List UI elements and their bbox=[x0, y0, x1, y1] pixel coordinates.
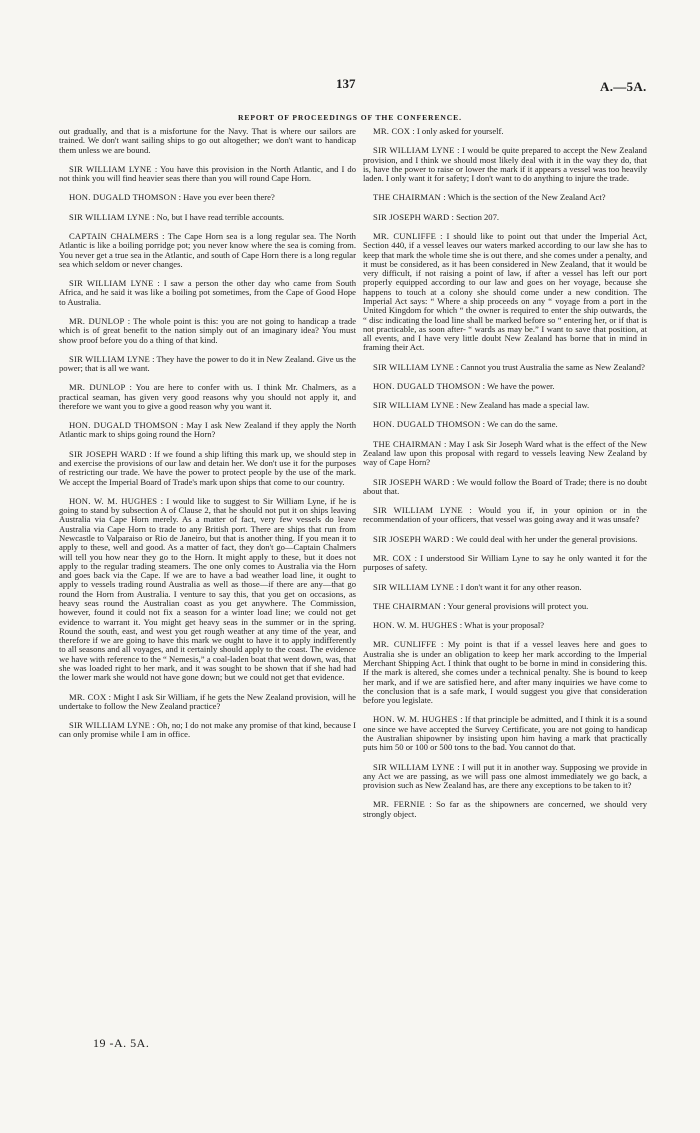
speech-text: : You are here to confer with us. I think Mr. Chalmers, as a practical seaman, has given very good reasons why you should not apply it, and therefore we want you to give a good reason why you want it. bbox=[59, 382, 356, 411]
page-reference: A.—5A. bbox=[600, 79, 647, 94]
speech-paragraph bbox=[59, 693, 356, 712]
speech-paragraph bbox=[363, 715, 647, 752]
speech-text: : Would you if, in your opinion or in the recommendation of your officers, that vessel was going away and it was unsafe? bbox=[363, 505, 647, 525]
speech-paragraph bbox=[363, 506, 647, 525]
speech-paragraph bbox=[363, 420, 647, 429]
speech-text: : The whole point is this: you are not going to handicap a trade which is of great benefit to the nation simply out of an imaginary idea? You must show proof before you do a thing of that kind. bbox=[59, 315, 357, 345]
speech-paragraph bbox=[363, 800, 647, 819]
speaker-name: MR. DUNLOP bbox=[69, 315, 125, 326]
speech-text: : Which is the section of the New Zealand Act? bbox=[443, 192, 606, 203]
page-number: 137 bbox=[336, 76, 356, 91]
speaker-name: SIR WILLIAM LYNE bbox=[373, 581, 454, 592]
speech-text: : Oh, no; I do not make any promise of that kind, because I can only promise while I am in office. bbox=[59, 720, 356, 740]
speech-paragraph bbox=[59, 383, 356, 411]
speech-text: : I saw a person the other day who came from South Africa, and he said it was like a boiling pot sometimes, from the Cape of Good Hope to Australia. bbox=[59, 278, 356, 307]
speaker-name: SIR JOSEPH WARD bbox=[373, 533, 450, 544]
speaker-name: SIR JOSEPH WARD bbox=[373, 476, 450, 487]
speech-paragraph bbox=[363, 146, 647, 183]
speech-text: : May I ask Sir Joseph Ward what is the effect of the New Zealand law upon this proposal with regard to vessels leaving New Zealand by way of Cape Horn? bbox=[363, 438, 648, 468]
printer-signature: 19 -A. 5A. bbox=[93, 1036, 150, 1050]
speech-paragraph bbox=[363, 478, 647, 497]
speech-paragraph bbox=[59, 127, 356, 155]
speech-text: : No, but I have read terrible accounts. bbox=[152, 211, 285, 222]
speech-text: : I would like to suggest to Sir William Lyne, if he is going to stand by subsection A of Clause 2, that he should not put it on ships leaving Australia via Cape Horn merely. As a matter of fact, very few vessels do leave Australia via Cape Horn to trade to any British port. There are ships that run from Newcastle to Valparaiso or Rio de Janeiro, but that is another thing. If you mean it to apply to these, well and good. As a matter of fact, they don't go—Captain Chalmers will tell you how near they go to the Horn. It might apply to these, but it does not apply to the regular trading steamers. The one only comes to Australia via the Horn and goes back via the Cape. If we are to have a bad weather load line, it ought to apply to vessels trading round Australia as well as those—if there are any—that go round the Horn from Australia. I venture to say this, that you get on occasions, as heavy seas round the Australian coast as you get anywhere. The Commission, however, found it could not fix a season for a winter load line; we could not get evidence to warrant it. You might get heavy seas in the summer or in the spring. Round the south, east, and west you get rough weather at any time of the year, and therefore if we are going to have this mark we ought to have it to apply indifferently to all seasons and all voyages, and it certainly should apply to the coast. The evidence we have with reference to the “ Nemesis,” a coal-laden boat that went down, was, that she was loaded right to her mark, and it was sought to be shown that if she had had the lower mark she would not have gone down; but we could not get that evidence. bbox=[59, 495, 356, 683]
speaker-name: SIR WILLIAM LYNE bbox=[373, 505, 463, 516]
speech-text: : I only asked for yourself. bbox=[412, 126, 504, 136]
speaker-name: SIR WILLIAM LYNE bbox=[69, 211, 150, 222]
speech-text: : So far as the shipowners are concerned, we should very strongly object. bbox=[363, 799, 647, 819]
speaker-name: HON. W. M. HUGHES bbox=[373, 620, 458, 631]
speech-paragraph bbox=[363, 602, 647, 611]
speech-text: : I don't want it for any other reason. bbox=[456, 581, 582, 592]
speech-paragraph bbox=[59, 193, 356, 202]
speech-paragraph bbox=[363, 401, 647, 410]
speech-text: : If that principle be admitted, and I think it is a sound one since we have accepted the Survey Certificate, you are not going to handicap the Australian shipowner by insisting upon him having a mark that practically puts him 50 or 100 or 500 tons to the bad. You cannot do that. bbox=[363, 714, 647, 753]
speech-text: : Section 207. bbox=[451, 211, 500, 222]
speaker-name: MR. COX bbox=[69, 691, 107, 702]
speech-paragraph bbox=[59, 165, 356, 184]
speaker-name: HON. W. M. HUGHES bbox=[373, 714, 458, 725]
speech-text: : My point is that if a vessel leaves here and goes to Australia she is under an obligation to keep her mark according to the Imperial Merchant Shipping Act. I think that ought to be borne in mind in considering this. If the mark is altered, she comes under a technical penalty. She is bound to keep her mark, and if we are satisfied here, and after many inquiries we have come to the conclusion that is a safe mark, I would suggest you give that consideration before you legislate. bbox=[363, 639, 647, 706]
speech-paragraph bbox=[363, 127, 647, 136]
speaker-name: HON. DUGALD THOMSON bbox=[69, 192, 177, 203]
speaker-name: SIR WILLIAM LYNE bbox=[373, 761, 455, 772]
speech-text: : They have the power to do it in New Zealand. Give us the power; that is all we want. bbox=[59, 353, 356, 374]
speaker-name: THE CHAIRMAN bbox=[373, 192, 442, 203]
speech-text: : We would follow the Board of Trade; there is no doubt about that. bbox=[363, 476, 647, 496]
speech-paragraph bbox=[363, 213, 647, 222]
speech-text: : I understood Sir William Lyne to say he only wanted it for the purposes of safety. bbox=[363, 553, 647, 573]
speaker-name: SIR WILLIAM LYNE bbox=[373, 361, 454, 372]
speaker-name: SIR JOSEPH WARD bbox=[69, 448, 147, 459]
speech-paragraph bbox=[59, 279, 356, 307]
speech-text: : Cannot you trust Australia the same as New Zealand? bbox=[456, 361, 645, 372]
speech-text: : I will put it in another way. Supposing we provide in any Act we are passing, as we will pass one almost immediately we go back, a provision such as New Zealand has, are there any exceptions to be taken to it? bbox=[363, 761, 647, 791]
speaker-name: HON. DUGALD THOMSON bbox=[373, 380, 481, 391]
speaker-name: HON. DUGALD THOMSON bbox=[373, 419, 481, 430]
speech-paragraph bbox=[363, 554, 647, 573]
speech-text: : Your general provisions will protect you. bbox=[443, 600, 589, 611]
speech-paragraph bbox=[363, 382, 647, 391]
left-column bbox=[59, 127, 356, 750]
speech-paragraph bbox=[59, 232, 356, 269]
speaker-name: MR. CUNLIFFE bbox=[373, 230, 437, 241]
speech-text: : I would be quite prepared to accept the New Zealand provision, and I think we should most likely deal with it in the way they do, that is, have the power to raise or lower the mark if it appears a vessel was too heavily laden. I only want it for safety; I don't want to do anything to injure the trade. bbox=[363, 145, 647, 184]
speech-paragraph bbox=[59, 721, 356, 740]
speech-paragraph bbox=[59, 450, 356, 487]
speaker-name: SIR WILLIAM LYNE bbox=[69, 163, 152, 174]
speech-paragraph bbox=[363, 232, 647, 353]
speech-paragraph bbox=[59, 497, 356, 683]
speech-text: : New Zealand has made a special law. bbox=[456, 400, 590, 411]
speaker-name: SIR WILLIAM LYNE bbox=[373, 400, 454, 411]
speech-text: : May I ask New Zealand if they apply the North Atlantic mark to ships going round the Horn? bbox=[59, 420, 356, 440]
speaker-name: THE CHAIRMAN bbox=[373, 438, 442, 449]
right-column bbox=[363, 127, 647, 829]
running-header: REPORT OF PROCEEDINGS OF THE CONFERENCE. bbox=[238, 113, 462, 122]
speech-text: : The Cape Horn sea is a long regular sea. The North Atlantic is like a boiling porridge pot; you never know where the sea is coming from. You never get a true sea in the Atlantic, and south of Cape Horn there is a long regular sea which seldom or never changes. bbox=[59, 230, 356, 269]
speech-text: : If we found a ship lifting this mark up, we should step in and exercise the provisions of our law and detain her. We don't use it for the purposes of restricting our trade. We have the power to protect people by the use of the mark. We accept the Imperial Board of Trade's mark upon ships that come to our country. bbox=[59, 448, 356, 487]
speaker-name: MR. FERNIE bbox=[373, 799, 425, 810]
speaker-name: THE CHAIRMAN bbox=[373, 600, 442, 611]
speech-text: : What is your proposal? bbox=[459, 620, 545, 631]
speaker-name: HON. W. M. HUGHES bbox=[69, 495, 158, 506]
speaker-name: SIR WILLIAM LYNE bbox=[373, 145, 455, 156]
speaker-name: MR. COX bbox=[373, 126, 411, 136]
speaker-name: SIR JOSEPH WARD bbox=[373, 211, 450, 222]
speech-text: : We have the power. bbox=[482, 380, 555, 391]
speech-paragraph bbox=[59, 355, 356, 374]
speech-paragraph bbox=[363, 583, 647, 592]
speaker-name: HON. DUGALD THOMSON bbox=[69, 420, 178, 431]
speech-text: : Might I ask Sir William, if he gets the New Zealand provision, will he undertake to follow the New Zealand practice? bbox=[59, 691, 356, 711]
speech-paragraph bbox=[363, 621, 647, 630]
speech-paragraph bbox=[363, 440, 647, 468]
speech-text: : We could deal with her under the general provisions. bbox=[451, 533, 638, 544]
speech-paragraph bbox=[363, 193, 647, 202]
speech-paragraph bbox=[363, 640, 647, 705]
speaker-name: SIR WILLIAM LYNE bbox=[69, 720, 151, 731]
speech-text: : You have this provision in the North Atlantic, and I do not think you will find heavier seas there than you will round Cape Horn. bbox=[59, 163, 356, 184]
speech-paragraph bbox=[363, 535, 647, 544]
speech-paragraph bbox=[363, 763, 647, 791]
speaker-name: MR. DUNLOP bbox=[69, 382, 126, 393]
speech-text: : Have you ever been there? bbox=[178, 192, 275, 203]
speech-text: : I should like to point out that under the Imperial Act, Section 440, if a vessel leaves our waters marked according to our law she has to keep that mark the whole time she is out there, and she comes under a penalty, and it must be considered, as it has been considered in New Zealand, that it would be very difficult, if not raising a point of law, if after a vessel has left our port properly equipped according to our law and goes on her voyage, because she happens to touch at a colony she should come under a new condition. The Imperial Act says: “ Where a ship proceeds on any “ voyage from a port in the United Kingdom for which “ the owner is required to enter the ship outwards, the “ disc indicating the load line shall be marked before so “ entering her, or if that is not practicable, as soon after- “ wards as may be.” I want to save that position, at all events, and I have very little doubt New Zealand has borne that in mind in framing their Act. bbox=[363, 230, 647, 353]
speaker-name: MR. COX bbox=[373, 553, 412, 563]
speech-paragraph bbox=[59, 317, 356, 345]
speech-paragraph bbox=[363, 363, 647, 372]
speech-paragraph bbox=[59, 213, 356, 222]
speaker-name: CAPTAIN CHALMERS bbox=[69, 230, 159, 241]
speech-text: : We can do the same. bbox=[482, 419, 558, 430]
speaker-name: SIR WILLIAM LYNE bbox=[69, 278, 154, 289]
speech-text: out gradually, and that is a misfortune for the Navy. That is where our sailors are trained. We don't want sailing ships to go out altogether; we don't want to handicap them unless we are bound. bbox=[59, 126, 356, 155]
speaker-name: SIR WILLIAM LYNE bbox=[69, 353, 150, 364]
speech-paragraph bbox=[59, 421, 356, 440]
speaker-name: MR. CUNLIFFE bbox=[373, 639, 437, 650]
